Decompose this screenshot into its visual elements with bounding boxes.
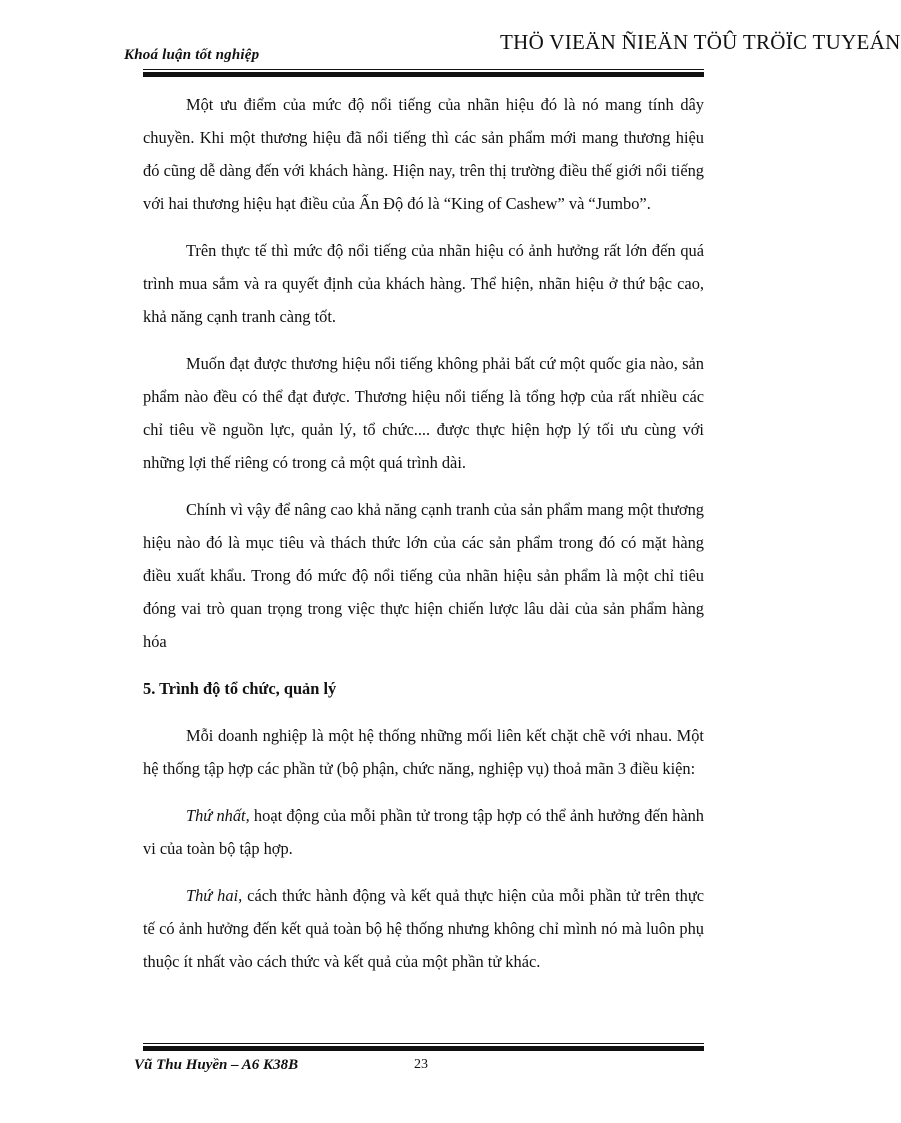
header-rule-thin [143, 69, 704, 70]
header-library-title: THÖ VIEÄN ÑIEÄN TÖÛ TRÖÏC TUYEÁN [500, 30, 901, 54]
paragraph-6-text: hoạt động của mỗi phần tử trong tập hợp có thể ảnh hưởng đến hành vi của toàn bộ tập hợp. [143, 806, 705, 858]
header-rule-thick [143, 72, 704, 77]
paragraph-5: Mỗi doanh nghiệp là một hệ thống những mối liên kết chặt chẽ với nhau. Một hệ thống tập hợp các phần tử (bộ phận, chức năng, nghiệp vụ) thoả mãn 3 điều kiện: [143, 726, 704, 778]
paragraph-2: Trên thực tế thì mức độ nổi tiếng của nhãn hiệu có ảnh hưởng rất lớn đến quá trình mua sắm và ra quyết định của khách hàng. Thể hiện, nhãn hiệu ở thứ bậc cao, khả năng cạnh tranh càng tốt. [143, 241, 704, 326]
paragraph-7-text: cách thức hành động và kết quả thực hiện của mỗi phần tử trên thực tế có ảnh hưởng đến kết quả toàn bộ hệ thống nhưng không chỉ mình nó mà luôn phụ thuộc ít nhất vào cách thức và kết quả của một phần tử khác. [143, 886, 704, 971]
paragraph-6-lead: Thứ nhất, [186, 806, 250, 825]
footer-author: Vũ Thu Huyền – A6 K38B [134, 1057, 299, 1073]
page-number: 23 [414, 1057, 428, 1072]
paragraph-7 [143, 879, 704, 978]
header-doc-title: Khoá luận tốt nghiệp [124, 47, 260, 63]
paragraph-6 [143, 799, 704, 865]
footer-rule-thin [143, 1043, 704, 1044]
paragraph-7-lead: Thứ hai, [186, 886, 243, 905]
paragraph-3: Muốn đạt được thương hiệu nổi tiếng không phải bất cứ một quốc gia nào, sản phẩm nào đều có thể đạt được. Thương hiệu nổi tiếng là tổng hợp của rất nhiều các chỉ tiêu về nguồn lực, quản lý, tổ chức.... được thực hiện hợp lý tối ưu cùng với những lợi thế riêng có trong cả một quá trình dài. [143, 354, 704, 472]
page-body [143, 88, 704, 978]
paragraph-4: Chính vì vậy để nâng cao khả năng cạnh tranh của sản phẩm mang một thương hiệu nào đó là mục tiêu và thách thức lớn của các sản phẩm trong đó có mặt hàng điều xuất khẩu. Trong đó mức độ nổi tiếng của nhãn hiệu sản phẩm là một chỉ tiêu đóng vai trò quan trọng trong việc thực hiện chiến lược lâu dài của sản phẩm hàng hóa [143, 500, 704, 651]
paragraph-1: Một ưu điểm của mức độ nổi tiếng của nhãn hiệu đó là nó mang tính dây chuyền. Khi một thương hiệu đã nổi tiếng thì các sản phẩm mới mang thương hiệu đó cũng dễ dàng đến với khách hàng. Hiện nay, trên thị trường điều thế giới nổi tiếng với hai thương hiệu hạt điều của Ấn Độ đó là “King of Cashew” và “Jumbo”. [143, 95, 704, 213]
section-heading: 5. Trình độ tổ chức, quản lý [143, 679, 337, 698]
footer-rule-thick [143, 1046, 704, 1051]
